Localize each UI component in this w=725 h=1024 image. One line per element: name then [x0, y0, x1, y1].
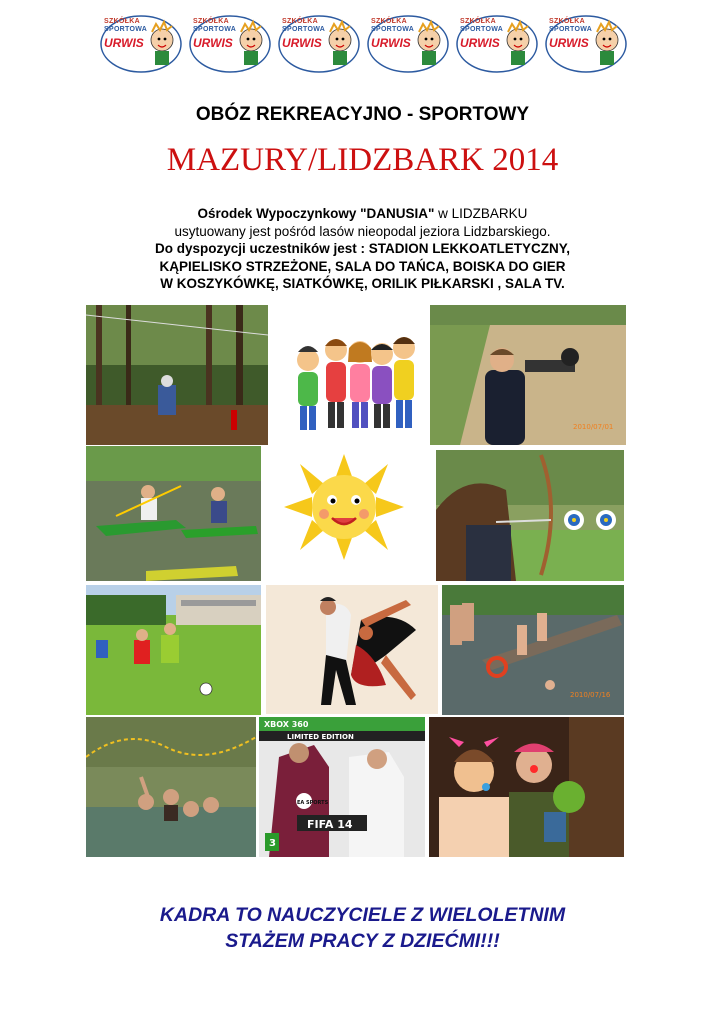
logo-text: URWIS	[460, 36, 500, 50]
description	[0, 205, 725, 293]
urwis-logo	[278, 14, 360, 74]
swimming-girls-photo	[86, 717, 256, 857]
urwis-logo	[189, 14, 271, 74]
footer-line: STAŻEM PRACY Z DZIEĆMI!!!	[225, 930, 500, 952]
urwis-logo	[545, 14, 627, 74]
logo-text: URWIS	[193, 36, 233, 50]
logo-text: SPORTOWA	[549, 26, 593, 33]
logo-text: URWIS	[371, 36, 411, 50]
logo-text: SPORTOWA	[460, 26, 504, 33]
description-line: W KOSZYKÓWKĘ, SIATKÓWKĘ, ORILIK PIŁKARSKI , SALA TV.	[160, 276, 565, 291]
zipline-photo	[86, 305, 268, 445]
footer-slogan	[0, 902, 725, 954]
urwis-logo	[456, 14, 538, 74]
kayak-photo	[86, 446, 261, 581]
photo-date-stamp: 2010/07/01	[573, 423, 614, 431]
logo-row	[100, 14, 630, 76]
xbox-label: XBOX 360	[264, 720, 309, 729]
logo-text: SZKÓŁKA	[549, 18, 585, 25]
logo-text: SPORTOWA	[282, 26, 326, 33]
description-line: KĄPIELISKO STRZEŻONE, SALA DO TAŃCA, BOISKA DO GIER	[159, 258, 566, 274]
party-photo	[429, 717, 624, 857]
pier-lake-photo	[442, 585, 624, 715]
description-line: Do dyspozycji uczestników jest : STADION LEKKOATLETYCZNY,	[154, 241, 571, 256]
urwis-logo	[100, 14, 182, 74]
paintball-photo	[430, 305, 626, 445]
logo-text: SZKÓŁKA	[460, 18, 496, 25]
logo-text: URWIS	[104, 36, 144, 50]
logo-text: SZKÓŁKA	[193, 18, 229, 25]
logo-text: SPORTOWA	[104, 26, 148, 33]
resort-name: Ośrodek Wypoczynkowy "DANUSIA"	[197, 206, 435, 221]
fifa14-cover-image	[259, 717, 425, 857]
description-line: usytuowany jest pośród lasów nieopodal jeziora Lidzbarskiego.	[174, 223, 551, 239]
sun-cartoon-image	[282, 452, 406, 562]
logo-text: SPORTOWA	[371, 26, 415, 33]
edition-label: LIMITED EDITION	[287, 733, 354, 741]
footer-line: KADRA TO NAUCZYCIELE Z WIELOLETNIM	[159, 904, 566, 926]
logo-text: SZKÓŁKA	[104, 18, 140, 25]
photo-date-stamp: 2010/07/16	[570, 691, 611, 699]
camp-subtitle: OBÓZ REKREACYJNO - SPORTOWY	[195, 104, 530, 125]
pegi-rating-label: 3	[269, 838, 276, 849]
description-line	[0, 205, 725, 223]
cartoon-kids-image	[288, 322, 420, 434]
dancing-couple-image	[266, 585, 438, 714]
resort-location: w LIDZBARKU	[434, 206, 528, 221]
football-photo	[86, 585, 261, 715]
camp-title: MAZURY/LIDZBARK 2014	[166, 142, 559, 178]
archery-photo	[436, 450, 624, 581]
logo-text: SPORTOWA	[193, 26, 237, 33]
logo-text: URWIS	[282, 36, 322, 50]
logo-text: SZKÓŁKA	[371, 18, 407, 25]
logo-text: SZKÓŁKA	[282, 18, 318, 25]
fifa14-logo: FIFA 14	[307, 818, 353, 831]
ea-sports-label: EA SPORTS	[297, 800, 329, 806]
urwis-logo	[367, 14, 449, 74]
logo-text: URWIS	[549, 36, 589, 50]
